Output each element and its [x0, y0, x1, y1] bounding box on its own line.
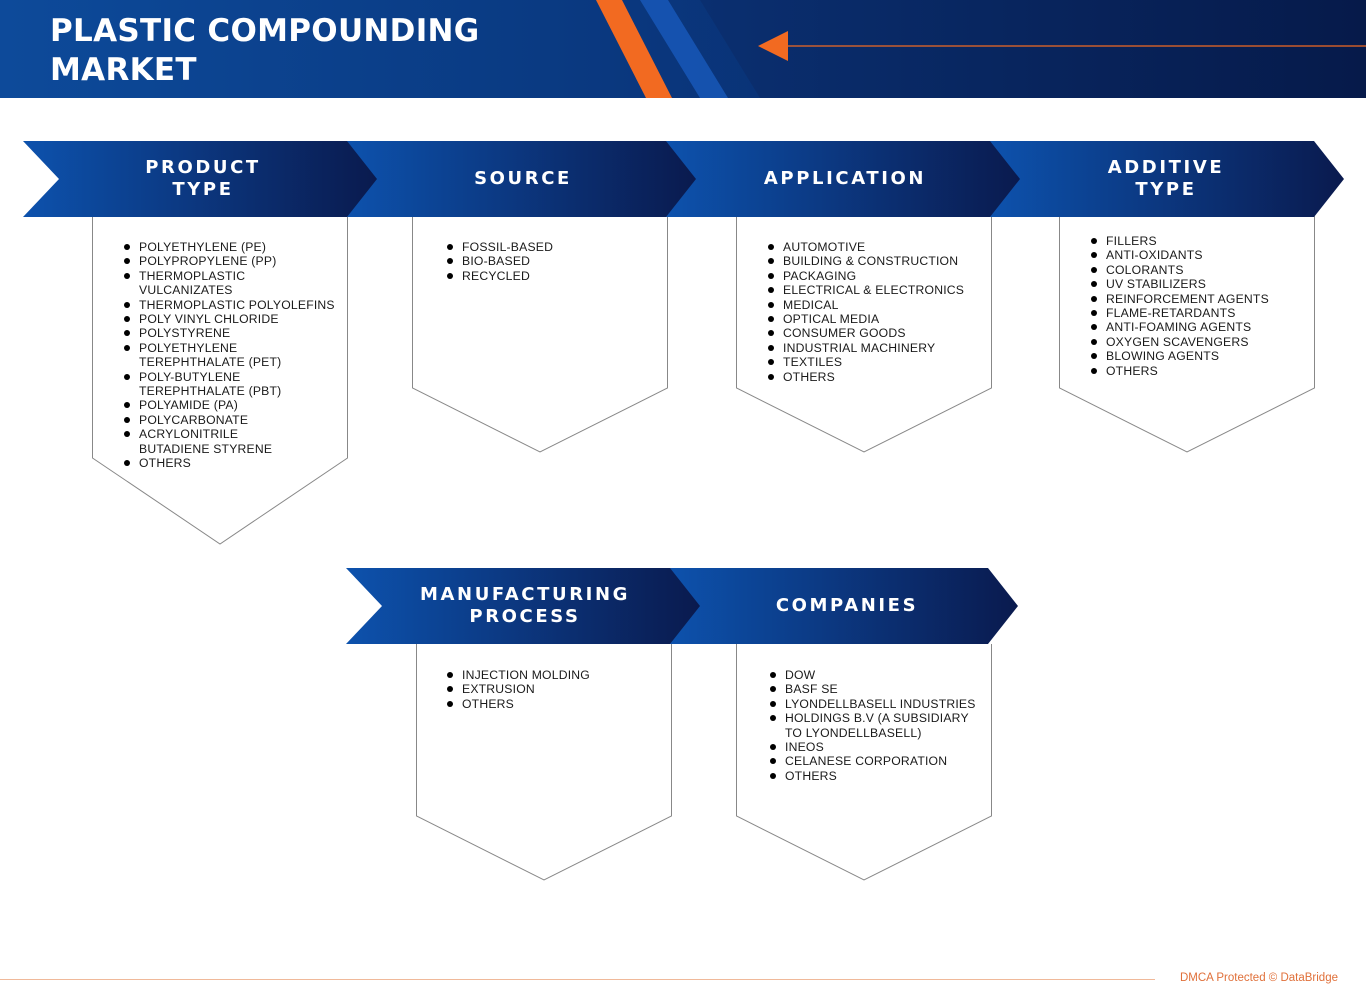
list-item: OTHERS: [768, 370, 986, 384]
companies-list: [770, 668, 986, 783]
page-title-line1: PLASTIC COMPOUNDING: [50, 13, 480, 49]
chevron-label-line: TYPE: [1135, 179, 1197, 200]
chevron-label-line: APPLICATION: [763, 168, 927, 189]
list-item: POLYETHYLENE TEREPHTHALATE (PET): [124, 341, 299, 370]
chevron-additive-type: [990, 141, 1345, 217]
list-item: POLYSTYRENE: [124, 326, 339, 340]
list-item: ACRYLONITRILE BUTADIENE STYRENE: [124, 427, 289, 456]
list-item: INDUSTRIAL MACHINERY: [768, 341, 986, 355]
list-item: THERMOPLASTIC VULCANIZATES: [124, 269, 259, 298]
list-item: OPTICAL MEDIA: [768, 312, 986, 326]
footer-copyright: DMCA Protected © DataBridge: [1179, 972, 1338, 984]
chevron-label-line: COMPANIES: [775, 595, 919, 616]
list-item: CELANESE CORPORATION: [770, 754, 986, 768]
page-title: [50, 12, 480, 90]
additive-type-card: [1059, 216, 1315, 456]
chevron-companies-label: [704, 568, 990, 644]
companies-card: [736, 644, 992, 884]
list-item: DOW: [770, 668, 986, 682]
list-item: ANTI-OXIDANTS: [1091, 248, 1309, 262]
list-item: AUTOMOTIVE: [768, 240, 986, 254]
list-item: OTHERS: [770, 769, 986, 783]
footer-divider: [0, 979, 1155, 980]
list-item: MEDICAL: [768, 298, 986, 312]
list-item: POLY VINYL CHLORIDE: [124, 312, 339, 326]
product-type-list: [124, 240, 339, 471]
list-item: OTHERS: [124, 456, 339, 470]
chevron-source-label: [382, 141, 664, 217]
list-item: FLAME-RETARDANTS: [1091, 306, 1309, 320]
chevron-source: [346, 141, 698, 217]
list-item: POLYCARBONATE: [124, 413, 339, 427]
manufacturing-process-card: [416, 644, 672, 884]
list-item: REINFORCEMENT AGENTS: [1091, 292, 1309, 306]
list-item: INEOS: [770, 740, 986, 754]
list-item: HOLDINGS B.V (A SUBSIDIARY TO LYONDELLBASELL): [770, 711, 975, 740]
header-banner: [0, 0, 1366, 98]
list-item: EXTRUSION: [447, 682, 665, 696]
list-item: ANTI-FOAMING AGENTS: [1091, 320, 1309, 334]
chevron-application-label: [702, 141, 988, 217]
list-item: FILLERS: [1091, 234, 1309, 248]
chevron-label-line: ADDITIVE: [1107, 157, 1225, 178]
list-item: ELECTRICAL & ELECTRONICS: [768, 283, 986, 297]
source-card: [412, 216, 668, 456]
list-item: BUILDING & CONSTRUCTION: [768, 254, 986, 268]
list-item: TEXTILES: [768, 355, 986, 369]
list-item: LYONDELLBASELL INDUSTRIES: [770, 697, 986, 711]
list-item: UV STABILIZERS: [1091, 277, 1309, 291]
list-item: BIO-BASED: [447, 254, 657, 268]
list-item: INJECTION MOLDING: [447, 668, 665, 682]
chevron-label-line: PRODUCT: [145, 157, 261, 178]
page-title-line2: MARKET: [50, 52, 197, 88]
list-item: POLYPROPYLENE (PP): [124, 254, 339, 268]
chevron-label-line: MANUFACTURING: [420, 584, 630, 605]
additive-type-list: [1091, 234, 1309, 378]
chevron-product-type: [23, 141, 379, 217]
list-item: THERMOPLASTIC POLYOLEFINS: [124, 298, 339, 312]
chevron-application: [666, 141, 1022, 217]
chevron-manufacturing-process: [346, 568, 702, 644]
application-card: [736, 216, 992, 456]
list-item: CONSUMER GOODS: [768, 326, 986, 340]
list-item: RECYCLED: [447, 269, 657, 283]
list-item: POLYETHYLENE (PE): [124, 240, 339, 254]
chevron-product-type-label: [69, 141, 337, 217]
list-item: PACKAGING: [768, 269, 986, 283]
list-item: OTHERS: [1091, 364, 1309, 378]
list-item: FOSSIL-BASED: [447, 240, 657, 254]
chevron-additive-type-label: [1030, 141, 1302, 217]
list-item: BLOWING AGENTS: [1091, 349, 1309, 363]
chevron-label-line: TYPE: [172, 179, 234, 200]
list-item: POLY-BUTYLENE TEREPHTHALATE (PBT): [124, 370, 299, 399]
list-item: POLYAMIDE (PA): [124, 398, 339, 412]
list-item: BASF SE: [770, 682, 986, 696]
list-item: COLORANTS: [1091, 263, 1309, 277]
list-item: OTHERS: [447, 697, 665, 711]
application-list: [768, 240, 986, 384]
product-type-card: [92, 216, 348, 546]
manufacturing-process-list: [447, 668, 665, 711]
list-item: OXYGEN SCAVENGERS: [1091, 335, 1309, 349]
source-list: [447, 240, 657, 283]
chevron-companies: [668, 568, 1020, 644]
chevron-manufacturing-process-label: [382, 568, 668, 644]
chevron-label-line: SOURCE: [474, 168, 572, 189]
chevron-label-line: PROCESS: [469, 606, 581, 627]
